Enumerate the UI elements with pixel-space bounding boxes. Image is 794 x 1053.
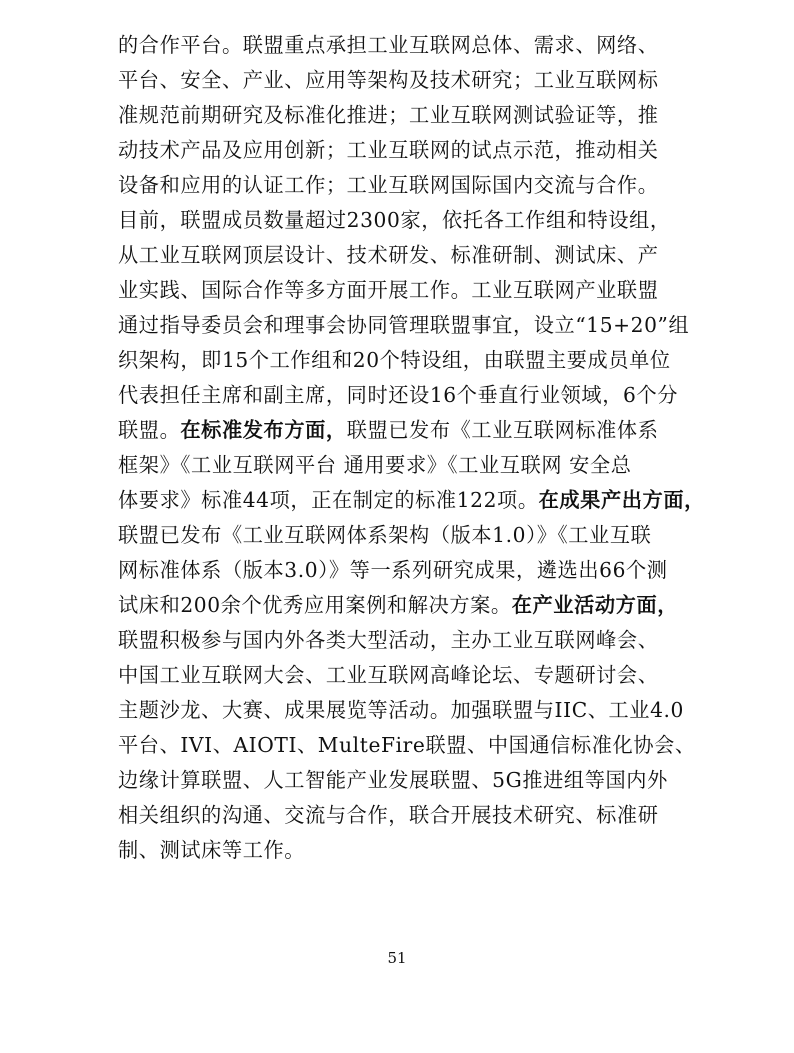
text-line xyxy=(118,168,678,203)
text-line xyxy=(118,728,696,763)
bold-heading-run: 在成果产出方面， xyxy=(538,488,705,512)
text-line xyxy=(118,28,678,63)
bold-heading-run: 在标准发布方面， xyxy=(180,418,347,442)
text-run: 联盟积极参与国内外各类大型活动，主办工业互联网峰会、 xyxy=(118,628,659,652)
text-line xyxy=(118,658,678,693)
page-number: 51 xyxy=(387,949,407,967)
text-line xyxy=(118,483,705,518)
text-line xyxy=(118,693,685,728)
text-line xyxy=(118,588,678,623)
text-line xyxy=(118,448,678,483)
text-run: 代表担任主席和副主席，同时还设16个垂直行业领域，6个分 xyxy=(118,383,679,407)
text-line xyxy=(118,238,678,273)
text-run: 织架构，即15个工作组和20个特设组，由联盟主要成员单位 xyxy=(118,348,671,372)
text-line xyxy=(118,343,678,378)
text-run: 主题沙龙、大赛、成果展览等活动。加强联盟与IIC、工业4.0 xyxy=(118,698,685,722)
text-run: 动技术产品及应用创新；工业互联网的试点示范，推动相关 xyxy=(118,138,659,162)
bold-heading-run: 在产业活动方面， xyxy=(511,593,679,617)
text-line xyxy=(118,133,678,168)
text-line xyxy=(118,553,678,588)
text-line xyxy=(118,763,678,798)
text-run: 联盟已发布《工业互联网标准体系 xyxy=(346,418,659,442)
document-body xyxy=(118,28,705,868)
text-run: 从工业互联网顶层设计、技术研发、标准研制、测试床、产 xyxy=(118,243,659,267)
text-line xyxy=(118,98,678,133)
text-run: 设备和应用的认证工作；工业互联网国际国内交流与合作。 xyxy=(118,173,659,197)
text-line xyxy=(118,63,678,98)
text-line xyxy=(118,833,678,868)
text-run: 业实践、国际合作等多方面开展工作。工业互联网产业联盟 xyxy=(118,278,659,302)
text-line xyxy=(118,308,690,343)
text-run: 的合作平台。联盟重点承担工业互联网总体、需求、网络、 xyxy=(118,33,659,57)
text-run: 体要求》标准44项，正在制定的标准122项。 xyxy=(118,488,539,512)
text-run: 相关组织的沟通、交流与合作，联合开展技术研究、标准研 xyxy=(118,803,659,827)
text-line xyxy=(118,798,678,833)
text-run: 联盟已发布《工业互联网体系架构（版本1.0）》《工业互联 xyxy=(118,523,652,547)
text-run: 中国工业互联网大会、工业互联网高峰论坛、专题研讨会、 xyxy=(118,663,659,687)
text-run: 准规范前期研究及标准化推进；工业互联网测试验证等，推 xyxy=(118,103,659,127)
text-run: 目前，联盟成员数量超过2300家，依托各工作组和特设组， xyxy=(118,208,671,232)
text-run: 平台、安全、产业、应用等架构及技术研究；工业互联网标 xyxy=(118,68,659,92)
text-line xyxy=(118,203,678,238)
text-run: 制、测试床等工作。 xyxy=(118,838,306,862)
text-line xyxy=(118,518,678,553)
text-line xyxy=(118,378,678,413)
text-run: 试床和200余个优秀应用案例和解决方案。 xyxy=(118,593,512,617)
text-line xyxy=(118,623,678,658)
text-run: 通过指导委员会和理事会协同管理联盟事宜，设立“15+20”组 xyxy=(118,313,690,337)
text-run: 联盟。 xyxy=(118,418,181,442)
text-run: 平台、IVI、AIOTI、MulteFire联盟、中国通信标准化协会、 xyxy=(118,733,696,757)
text-run: 边缘计算联盟、人工智能产业发展联盟、5G推进组等国内外 xyxy=(118,768,668,792)
text-run: 框架》《工业互联网平台 通用要求》《工业互联网 安全总 xyxy=(118,453,632,477)
text-run: 网标准体系（版本3.0）》等一系列研究成果，遴选出66个测 xyxy=(118,558,668,582)
text-line xyxy=(118,413,678,448)
text-line xyxy=(118,273,678,308)
